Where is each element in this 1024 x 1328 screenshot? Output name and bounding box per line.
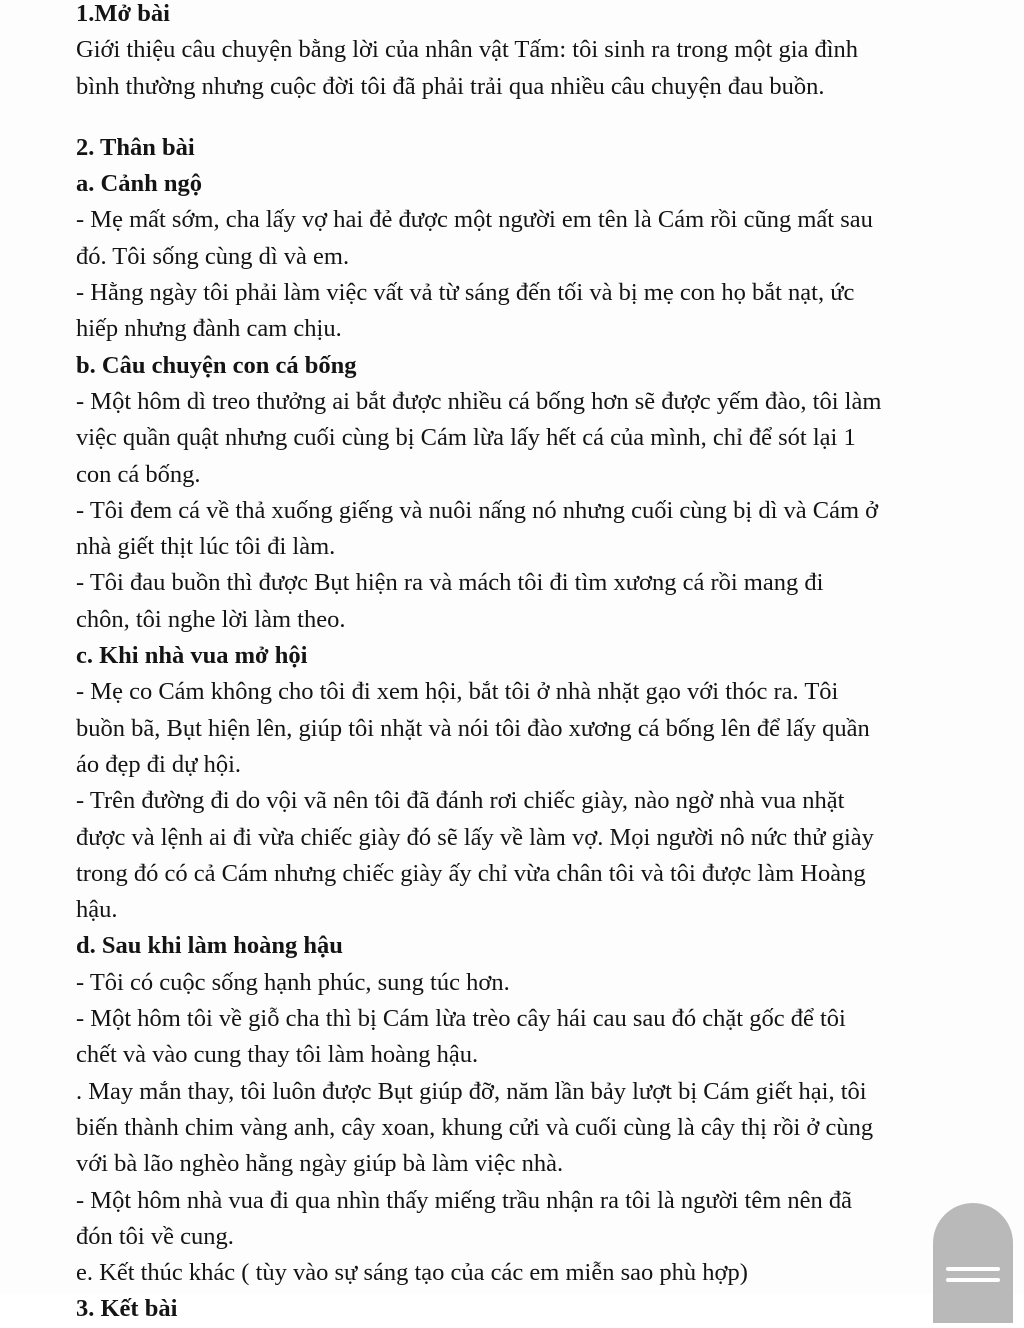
scroll-handle[interactable] — [933, 1203, 1013, 1323]
text-line: áo đẹp đi dự hội. — [76, 750, 242, 778]
text-line: - Một hôm nhà vua đi qua nhìn thấy miếng trầu nhận ra tôi là người têm nên đã — [76, 1186, 853, 1214]
text-line: bình thường nhưng cuộc đời tôi đã phải trải qua nhiều câu chuyện đau buồn. — [76, 72, 825, 100]
text-line: trong đó có cả Cám nhưng chiếc giày ấy chỉ vừa chân tôi và tôi được làm Hoàng — [76, 859, 866, 887]
text-line: - Trên đường đi do vội vã nên tôi đã đánh rơi chiếc giày, nào ngờ nhà vua nhặt — [76, 787, 845, 815]
section-heading-body: 2. Thân bài — [76, 133, 195, 161]
text-line: - Tôi đau buồn thì được Bụt hiện ra và mách tôi đi tìm xương cá rồi mang đi — [76, 569, 824, 597]
text-line: - Mẹ mất sớm, cha lấy vợ hai đẻ được một người em tên là Cám rồi cũng mất sau — [76, 206, 873, 234]
subsection-heading-c: c. Khi nhà vua mở hội — [76, 642, 308, 670]
text-line: - Mẹ co Cám không cho tôi đi xem hội, bắt tôi ở nhà nhặt gạo với thóc ra. Tôi — [76, 678, 839, 706]
text-line: e. Kết thúc khác ( tùy vào sự sáng tạo của các em miễn sao phù hợp) — [76, 1259, 748, 1287]
subsection-heading-d: d. Sau khi làm hoàng hậu — [76, 932, 343, 960]
subsection-heading-a: a. Cảnh ngộ — [76, 170, 202, 198]
text-line: - Hằng ngày tôi phải làm việc vất vả từ sáng đến tối và bị mẹ con họ bắt nạt, ức — [76, 279, 855, 307]
text-line: - Một hôm dì treo thưởng ai bắt được nhiều cá bống hơn sẽ được yếm đào, tôi làm — [76, 387, 882, 415]
section-gap — [76, 105, 976, 130]
section-heading-conclusion: 3. Kết bài — [76, 1295, 178, 1323]
text-line: việc quần quật nhưng cuối cùng bị Cám lừa lấy hết cá của mình, chỉ để sót lại 1 — [76, 424, 856, 452]
text-line: đón tôi về cung. — [76, 1222, 234, 1250]
subsection-heading-b: b. Câu chuyện con cá bống — [76, 351, 357, 379]
text-line: với bà lão nghèo hằng ngày giúp bà làm việc nhà. — [76, 1150, 564, 1178]
text-line: Giới thiệu câu chuyện bằng lời của nhân vật Tấm: tôi sinh ra trong một gia đình — [76, 36, 859, 64]
text-line: con cá bống. — [76, 460, 201, 488]
section-heading-intro: 1.Mở bài — [76, 0, 170, 27]
text-line: hiếp nhưng đành cam chịu. — [76, 315, 342, 343]
text-line: - Tôi đem cá về thả xuống giếng và nuôi nấng nó nhưng cuối cùng bị dì và Cám ở — [76, 496, 879, 524]
menu-lines-icon-bar — [946, 1278, 1000, 1282]
text-line: đó. Tôi sống cùng dì và em. — [76, 242, 350, 270]
text-line: buồn bã, Bụt hiện lên, giúp tôi nhặt và nói tôi đào xương cá bống lên để lấy quần — [76, 714, 870, 742]
text-line: . May mắn thay, tôi luôn được Bụt giúp đỡ, năm lần bảy lượt bị Cám giết hại, tôi — [76, 1077, 867, 1105]
text-line: chết và vào cung thay tôi làm hoàng hậu. — [76, 1041, 479, 1069]
text-line: biến thành chim vàng anh, cây xoan, khung cửi và cuối cùng là cây thị rồi ở cùng — [76, 1113, 874, 1141]
text-line: - Tôi có cuộc sống hạnh phúc, sung túc hơn. — [76, 968, 510, 996]
text-line: được và lệnh ai đi vừa chiếc giày đó sẽ lấy về làm vợ. Mọi người nô nức thử giày — [76, 823, 874, 851]
text-line: nhà giết thịt lúc tôi đi làm. — [76, 533, 336, 561]
menu-lines-icon — [946, 1267, 1000, 1271]
text-line: - Một hôm tôi về giỗ cha thì bị Cám lừa trèo cây hái cau sau đó chặt gốc để tôi — [76, 1005, 846, 1033]
text-line: chôn, tôi nghe lời làm theo. — [76, 605, 346, 633]
document-content — [76, 0, 976, 1328]
text-line: hậu. — [76, 896, 118, 924]
